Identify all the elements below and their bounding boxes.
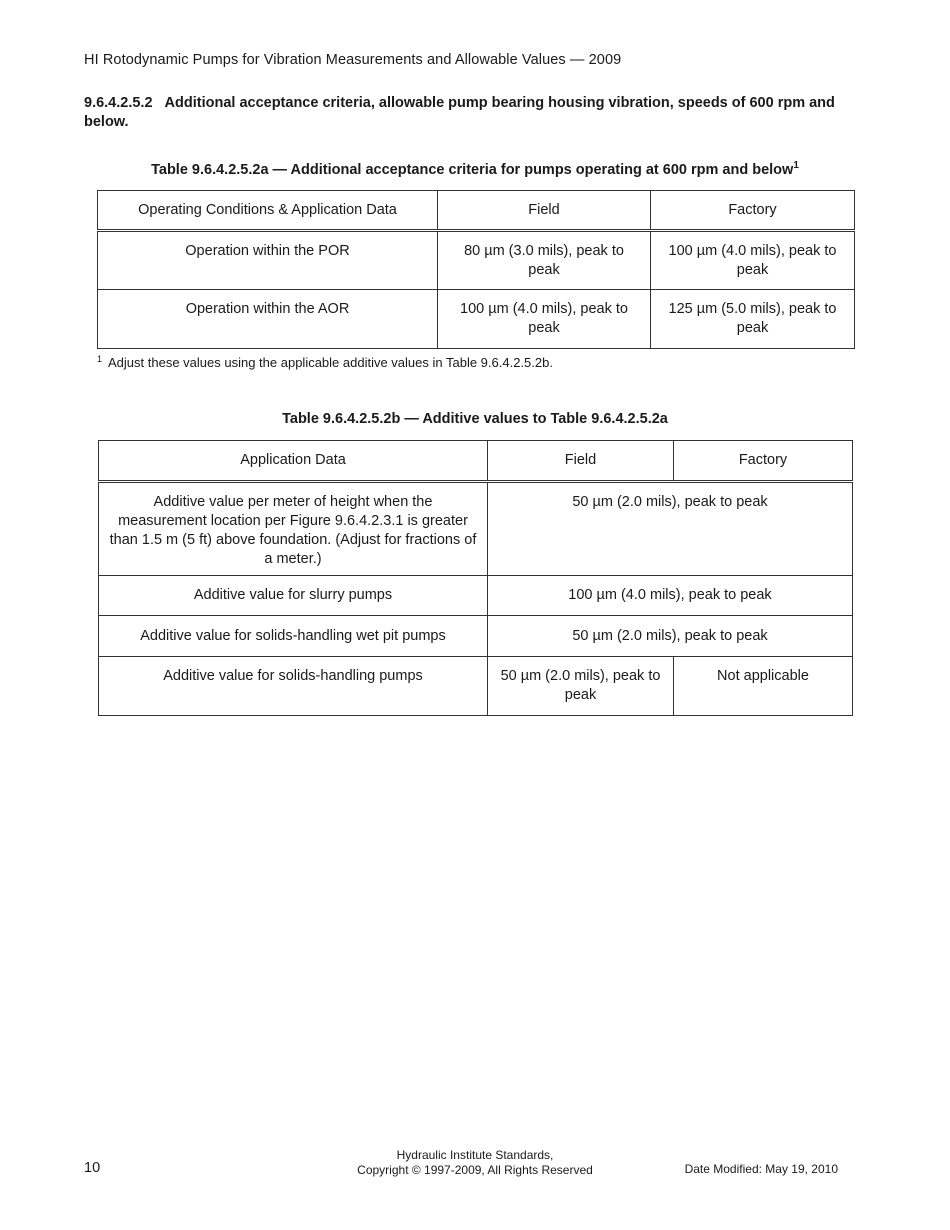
table-a-footnote-ref: 1 bbox=[793, 160, 799, 171]
table-a-header-field: Field bbox=[438, 191, 651, 231]
table-b-cell: Additive value for solids-handling wet pit pumps bbox=[99, 616, 488, 657]
table-b-cell-merged: 100 µm (4.0 mils), peak to peak bbox=[488, 576, 853, 616]
table-a-cell: 125 µm (5.0 mils), peak to peak bbox=[651, 290, 855, 349]
table-a-cell: 100 µm (4.0 mils), peak to peak bbox=[651, 231, 855, 290]
table-b-cell: Additive value for slurry pumps bbox=[99, 576, 488, 616]
table-b-cell-merged: 50 µm (2.0 mils), peak to peak bbox=[488, 616, 853, 657]
table-a-header-factory: Factory bbox=[651, 191, 855, 231]
section-number: 9.6.4.2.5.2 bbox=[84, 95, 153, 111]
footer-date-modified: Date Modified: May 19, 2010 bbox=[684, 1162, 838, 1176]
footnote-text: Adjust these values using the applicable additive values in Table 9.6.4.2.5.2b. bbox=[108, 355, 553, 370]
table-b bbox=[98, 440, 853, 716]
table-a-caption bbox=[97, 160, 853, 178]
table-b-cell: Additive value per meter of height when the measurement location per Figure 9.6.4.2.3.1 is greater than 1.5 m (5 ft) above foundation. (Adjust for fractions of a meter.) bbox=[99, 482, 488, 576]
footer-publisher bbox=[340, 1148, 610, 1178]
table-a-cell: Operation within the POR bbox=[98, 231, 438, 290]
table-row bbox=[99, 576, 853, 616]
table-row bbox=[99, 616, 853, 657]
table-b-header-field: Field bbox=[488, 441, 674, 482]
table-b-cell: 50 µm (2.0 mils), peak to peak bbox=[488, 657, 674, 716]
footer-publisher-line1: Hydraulic Institute Standards, bbox=[396, 1148, 554, 1162]
table-a-cell: 100 µm (4.0 mils), peak to peak bbox=[438, 290, 651, 349]
table-row bbox=[99, 657, 853, 716]
table-row bbox=[98, 231, 855, 290]
table-row bbox=[98, 290, 855, 349]
table-b-caption: Table 9.6.4.2.5.2b — Additive values to Table 9.6.4.2.5.2a bbox=[282, 411, 668, 427]
running-header: HI Rotodynamic Pumps for Vibration Measurements and Allowable Values — 2009 bbox=[84, 52, 622, 68]
table-b-header-factory: Factory bbox=[674, 441, 853, 482]
section-title: Additional acceptance criteria, allowable pump bearing housing vibration, speeds of 600 rpm and below. bbox=[84, 95, 835, 130]
footer-copyright: Copyright © 1997-2009, All Rights Reserved bbox=[357, 1163, 593, 1177]
table-b-cell-merged: 50 µm (2.0 mils), peak to peak bbox=[488, 482, 853, 576]
table-b-cell: Not applicable bbox=[674, 657, 853, 716]
table-b-cell: Additive value for solids-handling pumps bbox=[99, 657, 488, 716]
table-b-header-application: Application Data bbox=[99, 441, 488, 482]
table-a bbox=[97, 190, 855, 349]
section-heading bbox=[84, 94, 866, 132]
table-a-caption-text: Table 9.6.4.2.5.2a — Additional acceptance criteria for pumps operating at 600 rpm and below bbox=[151, 162, 794, 178]
page-number: 10 bbox=[84, 1160, 101, 1176]
footnote-mark: 1 bbox=[97, 354, 103, 364]
table-a-footnote bbox=[97, 354, 553, 370]
table-a-cell: Operation within the AOR bbox=[98, 290, 438, 349]
table-a-header-conditions: Operating Conditions & Application Data bbox=[98, 191, 438, 231]
table-row bbox=[99, 482, 853, 576]
table-a-cell: 80 µm (3.0 mils), peak to peak bbox=[438, 231, 651, 290]
